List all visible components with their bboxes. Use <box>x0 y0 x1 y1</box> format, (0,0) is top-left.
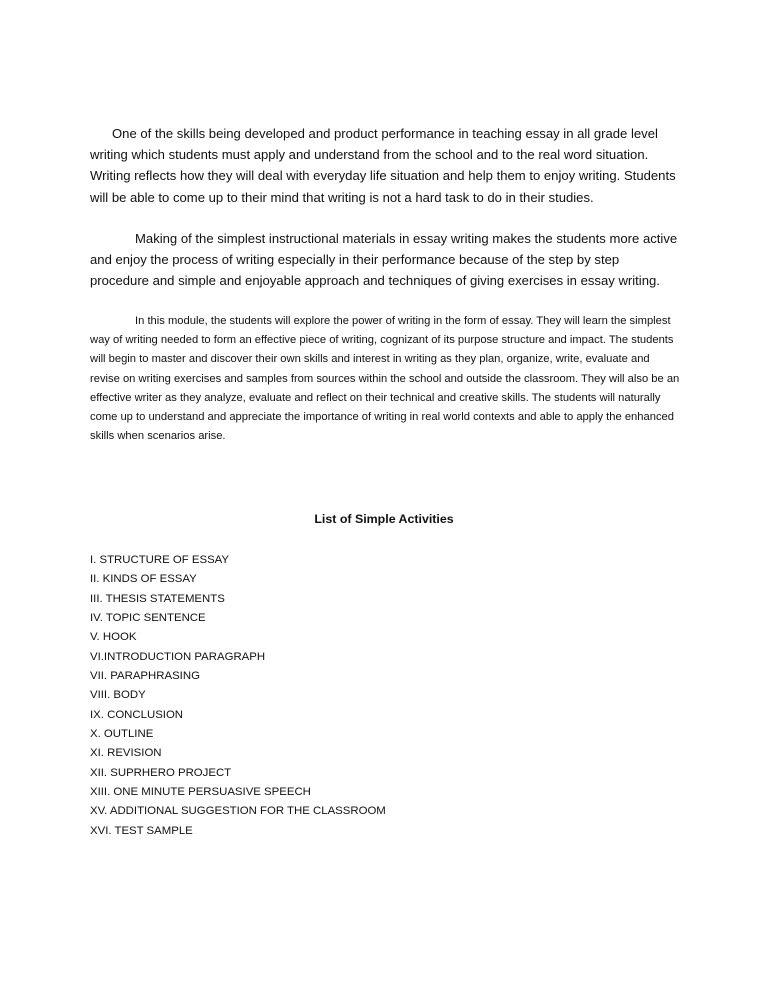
list-item: VI.INTRODUCTION PARAGRAPH <box>90 650 266 663</box>
list-item: IX. CONCLUSION <box>90 708 184 721</box>
list-item: X. OUTLINE <box>90 727 154 740</box>
list-item: V. HOOK <box>90 631 137 644</box>
list-item: VIII. BODY <box>90 689 146 702</box>
module-paragraph: In this module, the students will explore the power of writing in the form of essay. They will learn the simplest way of writing needed to form an effective piece of writing, cognizant of its purpose structure and impact. The students will begin to master and discover their own skills and interest in writing as they plan, organize, write, evaluate and revise on writing exercises and samples from sources within the school and outside the classroom. They will also be an effective writer as they analyze, evaluate and reflect on their technical and creative skills. The students will naturally come up to understand and appreciate the importance of writing in real world contexts and able to apply the enhanced skills when scenarios arise. <box>90 315 680 443</box>
list-item: XIII. ONE MINUTE PERSUASIVE SPEECH <box>90 785 311 798</box>
list-item: XVI. TEST SAMPLE <box>90 824 193 837</box>
list-item: I. STRUCTURE OF ESSAY <box>90 554 230 566</box>
intro-paragraph: One of the skills being developed and product performance in teaching essay in all grade level writing which students must apply and understand from the school and to the real word situation. Writing reflects how they will deal with everyday life situation and help them to enjoy writing. Students will be able to come up to their mind that writing is not a hard task to do in their studies. <box>90 126 676 205</box>
materials-paragraph: Making of the simplest instructional materials in essay writing makes the students more active and enjoy the process of writing especially in their performance because of the step by step procedure and simple and enjoyable approach and techniques of giving exercises in essay writing. <box>90 231 678 289</box>
list-item: IV. TOPIC SENTENCE <box>90 611 206 624</box>
list-item: XII. SUPRHERO PROJECT <box>90 766 232 779</box>
list-item: XI. REVISION <box>90 747 162 760</box>
activities-list-title: List of Simple Activities <box>314 512 454 526</box>
activities-list <box>90 551 590 841</box>
list-item: III. THESIS STATEMENTS <box>90 592 225 605</box>
list-item: II. KINDS OF ESSAY <box>90 573 197 586</box>
list-item: VII. PARAPHRASING <box>90 669 200 682</box>
list-item: XV. ADDITIONAL SUGGESTION FOR THE CLASSROOM <box>90 805 386 818</box>
